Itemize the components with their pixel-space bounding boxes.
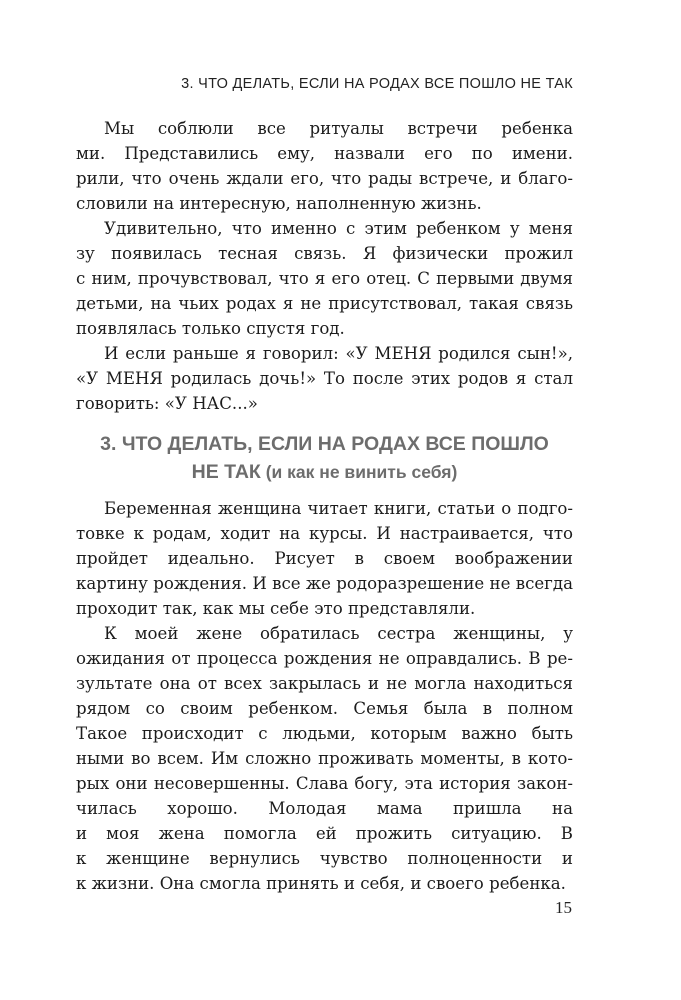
text-line: рили, что очень ждали его, что рады встрече, и благо- — [76, 169, 573, 188]
text-line: детьми, на чьих родах я не присутствовал, такая связь — [76, 294, 573, 313]
text-line: рых они несовершенны. Слава богу, эта история закон- — [76, 774, 573, 793]
text-line: Мы соблюли все ритуалы встречи ребенка — [104, 119, 573, 138]
text-line: к женщине вернулись чувство полноценности и — [76, 849, 573, 868]
section-heading-line-2 — [76, 458, 573, 486]
text-line: словили на интересную, наполненную жизнь. — [76, 194, 482, 213]
text-line: зультате она от всех закрылась и не могла находиться — [76, 674, 573, 693]
text-line: ожидания от процесса рождения не оправдались. В ре- — [76, 649, 573, 668]
section-heading — [76, 430, 573, 486]
text-line: ными во всем. Им сложно проживать моменты, в кото- — [76, 749, 573, 768]
text-line: К моей жене обратилась сестра женщины, у — [104, 624, 573, 643]
text-line: И если раньше я говорил: «У МЕНЯ родился сын!», — [104, 344, 573, 363]
text-line: рядом со своим ребенком. Семья была в полном — [76, 699, 573, 718]
section-heading-subtitle: (и как не винить себя) — [260, 462, 458, 482]
text-line: чилась хорошо. Молодая мама пришла на — [76, 799, 573, 818]
text-line: зу появилась тесная связь. Я физически прожил — [76, 244, 573, 263]
text-line: говорить: «У НАС...» — [76, 394, 258, 413]
text-line: к жизни. Она смогла принять и себя, и своего ребенка. — [76, 874, 566, 893]
text-line: появлялась только спустя год. — [76, 319, 345, 338]
text-line: Беременная женщина читает книги, статьи о подго- — [104, 499, 573, 518]
text-line: и моя жена помогла ей прожить ситуацию. В — [76, 824, 573, 843]
section-heading-main: НЕ ТАК — [191, 461, 261, 483]
text-line: проходит так, как мы себе это представляли. — [76, 599, 476, 618]
running-header: 3. ЧТО ДЕЛАТЬ, ЕСЛИ НА РОДАХ ВСЕ ПОШЛО НЕ ТАК — [181, 76, 573, 92]
text-line: с ним, прочувствовал, что я его отец. С первыми двумя — [76, 269, 573, 288]
page-number: 15 — [555, 898, 572, 917]
text-line: «У МЕНЯ родилась дочь!» То после этих родов я стал — [76, 369, 573, 388]
text-line: ми. Представились ему, назвали его по имени. — [76, 144, 573, 163]
paragraph-block-1 — [76, 116, 573, 416]
text-line: Удивительно, что именно с этим ребенком у меня — [104, 219, 573, 238]
text-line: товке к родам, ходит на курсы. И настраивается, что — [76, 524, 573, 543]
text-line: картину рождения. И все же родоразрешение не всегда — [76, 574, 573, 593]
text-line: пройдет идеально. Рисует в своем воображении — [76, 549, 573, 568]
section-heading-line-1: 3. ЧТО ДЕЛАТЬ, ЕСЛИ НА РОДАХ ВСЕ ПОШЛО — [100, 433, 549, 455]
text-line: Такое происходит с людьми, которым важно быть — [76, 724, 573, 743]
paragraph-block-2 — [76, 496, 573, 896]
